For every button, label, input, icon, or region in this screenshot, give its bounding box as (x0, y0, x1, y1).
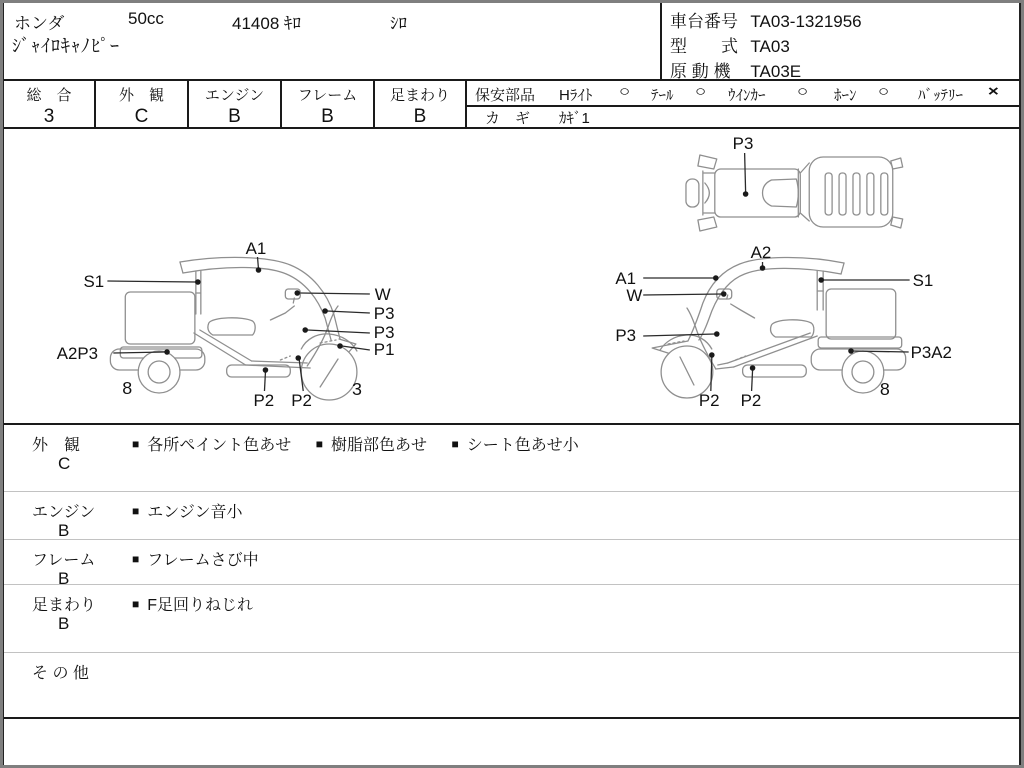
left-label-p2-b: P2 (291, 390, 312, 411)
displacement: 50cc (128, 9, 164, 28)
left-view-art (110, 257, 357, 400)
top-label-p3: P3 (732, 133, 754, 154)
damage-diagram (4, 129, 1019, 423)
right-label-w: W (626, 285, 643, 306)
left-label-a1: A1 (245, 238, 267, 259)
headlight-status-mark: ○ (618, 83, 631, 100)
right-rear-tire-depth: 8 (879, 378, 890, 400)
grade-exterior (96, 81, 189, 127)
left-label-a2p3: A2P3 (56, 343, 99, 364)
comment-item: ■ フレームさび中 (132, 552, 259, 569)
grade-under (375, 81, 467, 127)
section-row-engine (4, 492, 1019, 540)
model-name: ｼﾞｬｲﾛｷｬﾉﾋﾟｰ (12, 36, 120, 56)
exterior-section-grade: C (58, 454, 71, 473)
engine-section-label: エンジン (32, 504, 96, 521)
exterior-comments (132, 432, 599, 455)
key-label: カ ギ (485, 110, 531, 127)
safety-item-headlight: Hﾗｲﾄ (559, 87, 593, 104)
left-rear-tire-depth: 8 (122, 377, 133, 399)
section-row-undercarriage (4, 585, 1019, 653)
grade-frame-value: B (321, 106, 334, 127)
left-label-p2-a: P2 (253, 390, 275, 411)
left-front-tire-depth: 3 (351, 378, 362, 400)
grade-row (4, 81, 1019, 129)
right-label-p3: P3 (615, 325, 637, 346)
safety-item-battery: ﾊﾞｯﾃﾘｰ (918, 87, 964, 104)
engine-comments (132, 499, 262, 522)
grade-frame (282, 81, 375, 127)
type-label: 型 式 (670, 37, 738, 56)
other-section-label: そ の 他 (32, 665, 89, 682)
left-label-w: W (374, 284, 391, 305)
type-row (670, 32, 790, 57)
chassis-label: 車台番号 (670, 12, 738, 31)
key-value: ｶｷﾞ1 (559, 110, 590, 127)
callout-lines (107, 153, 909, 391)
key-row (467, 107, 1019, 127)
grade-frame-label: フレーム (297, 87, 358, 104)
comment-item: ■ エンジン音小 (132, 504, 242, 521)
comment-item: ■ 各所ペイント色あせ (132, 437, 291, 454)
header-divider (660, 3, 662, 79)
safety-item-horn: ﾎｰﾝ (834, 87, 857, 104)
undercarriage-section-grade: B (58, 614, 70, 633)
exterior-section-label: 外 観 (32, 437, 81, 454)
right-label-a2: A2 (750, 242, 772, 263)
safety-item-tail: ﾃｰﾙ (651, 87, 674, 104)
left-label-s1: S1 (83, 271, 105, 292)
left-label-p1: P1 (373, 339, 395, 360)
grade-overall-label: 総 合 (26, 87, 72, 104)
winker-status-mark: ○ (796, 83, 809, 100)
comment-item: ■ 樹脂部色あせ (316, 437, 427, 454)
grade-engine-value: B (228, 106, 241, 127)
right-label-s1: S1 (912, 270, 934, 291)
grade-overall-value: 3 (43, 106, 55, 127)
safety-parts-row (467, 81, 1019, 107)
color: ｼﾛ (390, 14, 407, 33)
header (4, 3, 1019, 81)
right-label-p2-a: P2 (698, 390, 720, 411)
right-label-a1: A1 (615, 268, 637, 289)
left-label-p3-upper: P3 (373, 303, 395, 324)
sheet-inner (3, 3, 1021, 765)
type-value: TA03 (750, 37, 790, 56)
section-row-exterior (4, 423, 1019, 492)
frame-section-grade: B (58, 569, 70, 588)
grade-exterior-label: 外 観 (118, 87, 164, 104)
battery-status-mark: × (987, 83, 999, 100)
chassis-value: TA03-1321956 (750, 12, 862, 31)
mileage: 41408 ｷﾛ (232, 14, 301, 33)
right-label-p3a2: P3A2 (910, 342, 952, 363)
bottom-blank-row (4, 721, 1019, 765)
maker: ホンダ (14, 14, 65, 33)
undercarriage-section-label: 足まわり (32, 597, 97, 614)
left-label-p3-lower: P3 (373, 322, 395, 343)
comment-item: ■ F足回りねじれ (132, 597, 253, 614)
horn-status-mark: ○ (877, 83, 890, 100)
engine-code-row (670, 57, 801, 82)
grade-overall (4, 81, 96, 127)
section-row-other (4, 653, 1019, 719)
engine-code-label: 原 動 機 (670, 62, 731, 81)
grade-under-label: 足まわり (389, 87, 450, 104)
grade-engine (189, 81, 282, 127)
section-row-frame (4, 540, 1019, 588)
undercarriage-comments (132, 592, 273, 615)
safety-parts (467, 81, 1019, 127)
grade-engine-label: エンジン (204, 87, 265, 104)
frame-comments (132, 547, 279, 570)
right-label-p2-b: P2 (740, 390, 762, 411)
frame-section-label: フレーム (32, 552, 96, 569)
callout-dots (164, 191, 854, 373)
tail-status-mark: ○ (694, 83, 707, 100)
engine-code-value: TA03E (750, 62, 802, 81)
chassis-row (670, 7, 862, 32)
grade-under-value: B (413, 106, 427, 127)
engine-section-grade: B (58, 521, 70, 540)
safety-item-winker: ｳｲﾝｶｰ (728, 87, 766, 104)
grade-exterior-value: C (134, 106, 149, 127)
top-view-art (686, 155, 903, 231)
comment-item: ■ シート色あせ小 (451, 437, 578, 454)
safety-label: 保安部品 (475, 87, 536, 104)
